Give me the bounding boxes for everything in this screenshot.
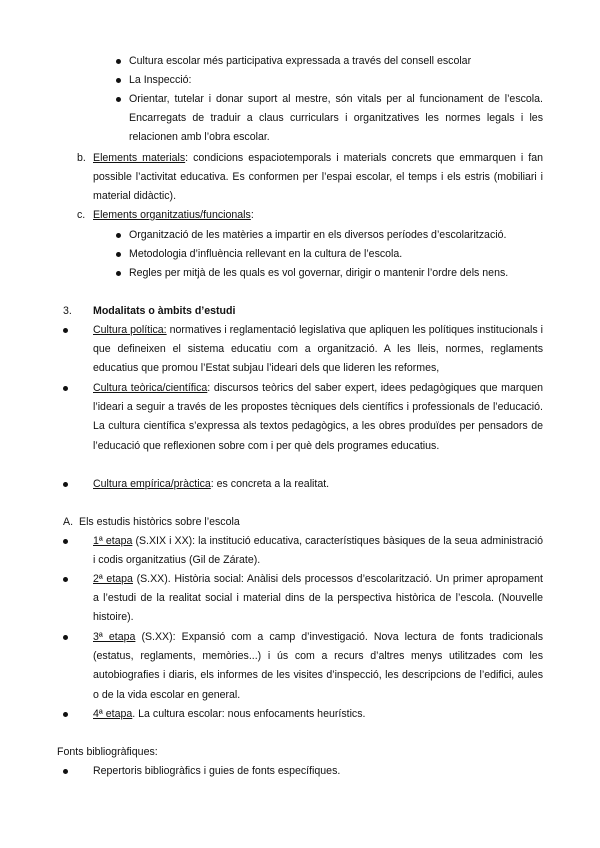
item-c-marker: c. (77, 209, 86, 221)
item-c-title: Elements organitzatius/funcionals (93, 209, 251, 221)
bullet-dot (116, 233, 121, 238)
bullet-dot (63, 386, 68, 391)
section-3-number: 3. (63, 305, 72, 317)
stage-4 (93, 705, 543, 724)
stage-3 (93, 628, 543, 705)
item-c-bullet-1: Organització de les matèries a impartir en els diversos períodes d’escolarització. (129, 229, 507, 241)
top-bullet-2: La Inspecció: (129, 74, 192, 86)
section-3-item-1 (93, 321, 543, 379)
stage-2-body: (S.XX). Història social: Anàlisi dels processos d’escolarització. Un primer apropament a l’estudi de la realitat social i material dins de la perspectiva històrica de l’escola. (Nouvelle histoire). (93, 573, 543, 624)
section-a-marker: A. (63, 516, 74, 528)
item-c-text (93, 206, 543, 225)
item-b-text (93, 149, 543, 207)
section-3-item-3-title: Cultura empírica/pràctica (93, 478, 211, 490)
bullet-dot (116, 271, 121, 276)
fonts-heading: Fonts bibliogràfiques: (57, 746, 158, 758)
bullet-dot (63, 482, 68, 487)
fonts-item-1: Repertoris bibliogràfics i guies de fonts específiques. (93, 765, 341, 777)
section-3-item-3 (93, 475, 543, 494)
bullet-dot (116, 252, 121, 257)
item-c-bullet-2: Metodologia d’influència rellevant en la cultura de l’escola. (129, 248, 403, 260)
item-c-bullet-3: Regles per mitjà de les quals es vol governar, dirigir o mantenir l’ordre dels nens. (129, 267, 509, 279)
bullet-dot (63, 712, 68, 717)
stage-2-title: 2ª etapa (93, 573, 133, 585)
top-bullet-1: Cultura escolar més participativa expressada a través del consell escolar (129, 55, 472, 67)
section-3-title: Modalitats o àmbits d’estudi (93, 305, 236, 317)
section-3-item-1-title: Cultura política: (93, 324, 167, 336)
bullet-dot (63, 769, 68, 774)
stage-1-body: (S.XIX i XX): la institució educativa, característiques bàsiques de la seua administració i codis organitzatius (Gil de Zárate). (93, 535, 543, 567)
item-c-body: : (250, 209, 254, 221)
stage-4-title: 4ª etapa (93, 708, 133, 720)
section-3-item-2 (93, 379, 543, 456)
stage-1 (93, 532, 543, 570)
bullet-dot (116, 78, 121, 83)
bullet-dot (116, 59, 121, 64)
bullet-dot (63, 635, 68, 640)
bullet-dot (63, 577, 68, 582)
section-a-title: Els estudis històrics sobre l’escola (79, 516, 240, 528)
bullet-dot (63, 328, 68, 333)
section-3-item-1-body: normatives i reglamentació legislativa que apliquen les polítiques institucionals i que defineixen el sistema educatiu com a organització. A les lleis, normes, reglaments educatius que promou l’Estat subjau l’ideari dels que lideren les reformes, (93, 324, 543, 375)
item-b-marker: b. (77, 152, 86, 164)
stage-3-body: (S.XX): Expansió com a camp d’investigació. Nova lectura de fonts tradicionals (estatus, reglaments, memòries...) i ús com a recurs d’altres menys utilitzades com les autobiografies i diaris, els informes de les visites d’inspecció, les descripcions de l’edifici, aules o de la vida escolar en general. (93, 631, 543, 701)
stage-3-title: 3ª etapa (93, 631, 136, 643)
stage-2 (93, 570, 543, 628)
bullet-dot (116, 97, 121, 102)
item-b-body: : condicions espaciotemporals i materials concrets que emmarquen i fan possible l’activitat educativa. Es conformen per l’espai escolar, el temps i els estris (mobiliari i material didàctic). (93, 152, 543, 203)
section-3-item-2-body: : discursos teòrics del saber expert, idees pedagògiques que marquen l’ideari a seguir a través de les propostes tècniques dels científics i professionals de l’educació. La cultura científica s’expressa als textos pedagògics, a les obres produïdes per pensadors de l’educació que reflexionen sobre com i per què dels programes educatius. (93, 382, 543, 452)
item-b-title: Elements materials (93, 152, 186, 164)
top-bullet-3: Orientar, tutelar i donar suport al mestre, són vitals per al funcionament de l’escola. Encarregats de traduir a claus curriculars i organitzatives les normes legals i les relacionen amb l’obra escolar. (129, 93, 543, 144)
bullet-dot (63, 539, 68, 544)
stage-1-title: 1ª etapa (93, 535, 133, 547)
section-3-item-2-title: Cultura teòrica/científica (93, 382, 208, 394)
stage-4-body: . La cultura escolar: nous enfocaments heurístics. (132, 708, 366, 720)
section-3-item-3-body: : es concreta a la realitat. (210, 478, 330, 490)
